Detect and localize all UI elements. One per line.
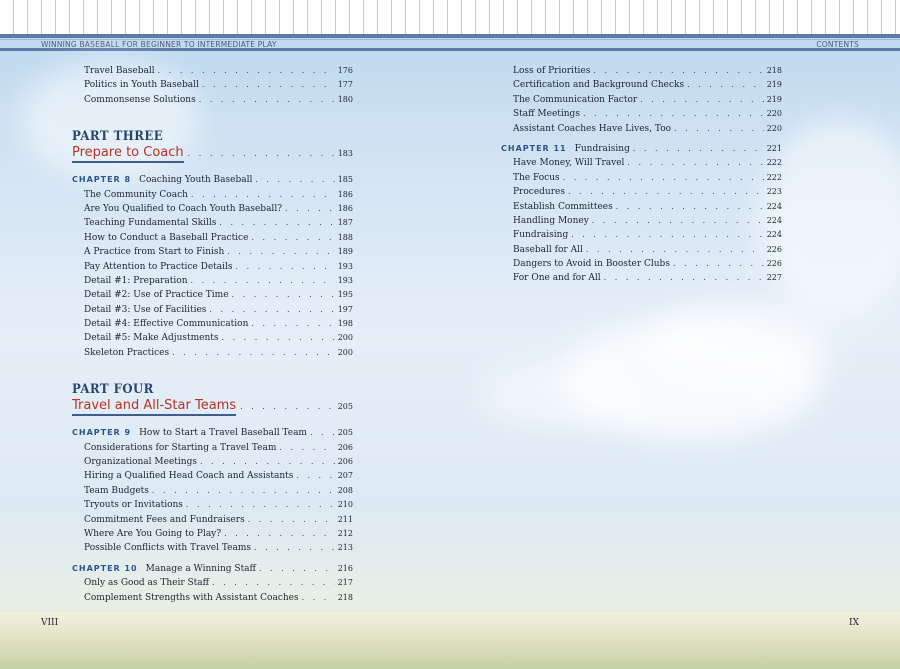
chapter-9-page: 205 <box>337 428 353 438</box>
toc-entry-page: 176 <box>337 66 353 75</box>
toc-entry-title: Commitment Fees and Fundraisers <box>84 514 245 525</box>
leader-dots <box>285 204 335 213</box>
toc-entry-page: 186 <box>337 203 353 213</box>
toc-entry-page: 198 <box>337 319 353 329</box>
part-four-title-row[interactable] <box>72 398 353 422</box>
toc-entry[interactable] <box>501 95 782 109</box>
toc-entry-title: Tryouts or Invitations <box>84 500 183 511</box>
toc-entry-page: 211 <box>337 514 353 524</box>
toc-entry[interactable] <box>501 187 782 201</box>
leader-dots <box>563 173 764 182</box>
toc-entry-page: 187 <box>337 218 353 228</box>
chapter-9-entries <box>72 443 353 558</box>
toc-entry[interactable] <box>72 276 353 290</box>
chapter-11-title: Fundraising <box>574 143 630 154</box>
toc-entry-title: Have Money, Will Travel <box>513 158 625 169</box>
toc-entry-page: 206 <box>337 457 353 467</box>
leader-dots <box>593 66 763 75</box>
toc-entry-page: 224 <box>766 201 782 211</box>
toc-entry-title: Team Budgets <box>84 485 149 496</box>
toc-entry[interactable] <box>72 204 353 218</box>
leader-dots <box>209 305 334 314</box>
toc-entry-page: 227 <box>766 273 782 283</box>
leader-dots <box>227 247 334 256</box>
toc-entry[interactable] <box>501 66 782 80</box>
leader-dots <box>627 158 763 167</box>
toc-entry[interactable] <box>72 500 353 514</box>
cloud-shape <box>650 300 830 390</box>
chapter-8-title: Coaching Youth Baseball <box>139 175 253 186</box>
toc-entry[interactable] <box>72 66 353 80</box>
toc-entry[interactable] <box>72 529 353 543</box>
toc-entry-page: 220 <box>766 109 782 119</box>
toc-entry-title: Hiring a Qualified Head Coach and Assistants <box>84 471 294 482</box>
toc-entry-page: 207 <box>337 471 353 481</box>
chapter-11-label: CHAPTER 11 <box>501 143 567 153</box>
chapter-10-entries <box>72 578 353 607</box>
chapter-9-label: CHAPTER 9 <box>72 428 132 438</box>
toc-entry[interactable] <box>72 593 353 607</box>
toc-entry-title: Detail #3: Use of Facilities <box>84 304 207 315</box>
leader-dots <box>251 319 334 328</box>
toc-entry-title: Organizational Meetings <box>84 457 197 468</box>
toc-entry-title: Baseball for All <box>513 244 583 255</box>
toc-entry[interactable] <box>72 262 353 276</box>
toc-entry[interactable] <box>501 173 782 187</box>
toc-entry-title: The Community Coach <box>84 189 188 200</box>
leader-dots <box>254 543 335 552</box>
page-number-left: VIII <box>41 618 59 628</box>
toc-entry-title: Establish Committees <box>513 201 613 212</box>
running-head-left: WINNING BASEBALL FOR BEGINNER TO INTERMEDIATE PLAY <box>41 40 277 49</box>
toc-entry-page: 223 <box>766 187 782 197</box>
toc-entry-page: 222 <box>766 172 782 182</box>
leader-dots <box>172 348 335 357</box>
toc-entry-title: Commonsense Solutions <box>84 94 196 105</box>
toc-entry-title: Detail #4: Effective Communication <box>84 319 249 330</box>
leader-dots <box>202 80 335 89</box>
toc-entry-title: Fundraising <box>513 230 569 241</box>
toc-entry[interactable] <box>72 80 353 94</box>
toc-entry-title: Assistant Coaches Have Lives, Too <box>513 123 672 134</box>
toc-entry-title: Are You Qualified to Coach Youth Baseball? <box>84 203 283 214</box>
leader-dots <box>236 262 335 271</box>
leader-dots <box>248 515 335 524</box>
toc-entry[interactable] <box>72 578 353 592</box>
toc-entry-title: The Communication Factor <box>513 94 638 105</box>
chapter-9-row[interactable] <box>72 428 353 442</box>
toc-entry-title: Detail #2: Use of Practice Time <box>84 290 229 301</box>
header-rule-thick <box>0 34 900 38</box>
toc-entry[interactable] <box>501 273 782 287</box>
leader-dots <box>251 233 334 242</box>
leader-dots <box>604 273 764 282</box>
toc-entry-title: For One and for All <box>513 273 601 284</box>
toc-intro-entries <box>72 66 353 109</box>
leader-dots <box>279 443 334 452</box>
toc-entry-title: Teaching Fundamental Skills <box>84 218 217 229</box>
toc-entry-page: 226 <box>766 244 782 254</box>
chapter-8-row[interactable] <box>72 175 353 189</box>
chapter-11-row[interactable] <box>501 144 782 158</box>
leader-dots <box>191 190 335 199</box>
toc-entry-page: 195 <box>337 290 353 300</box>
toc-entry-title: Where Are You Going to Play? <box>84 528 222 539</box>
toc-entry-page: 224 <box>766 230 782 240</box>
toc-entry-page: 206 <box>337 442 353 452</box>
toc-entry[interactable] <box>72 218 353 232</box>
chapter-10-label: CHAPTER 10 <box>72 563 138 573</box>
toc-entry-page: 217 <box>337 578 353 588</box>
page-number-right: IX <box>849 618 859 628</box>
chapter-10-page: 216 <box>337 563 353 573</box>
toc-entry-page: 218 <box>337 592 353 602</box>
toc-entry[interactable] <box>501 245 782 259</box>
toc-entry[interactable] <box>72 305 353 319</box>
toc-entry-page: 218 <box>766 66 782 75</box>
toc-entry-page: 210 <box>337 500 353 510</box>
toc-entry-title: Procedures <box>513 187 565 198</box>
toc-entry[interactable] <box>501 202 782 216</box>
toc-entry-title: Pay Attention to Practice Details <box>84 261 233 272</box>
toc-entry-title: Certification and Background Checks <box>513 80 685 91</box>
running-head-right: CONTENTS <box>816 40 859 49</box>
toc-entry-page: 193 <box>337 261 353 271</box>
ruled-top-strip <box>0 0 900 34</box>
toc-entry-page: 186 <box>337 189 353 199</box>
toc-entry-page: 180 <box>337 94 353 104</box>
leader-dots <box>571 230 764 239</box>
leader-dots <box>186 500 335 509</box>
leader-dots <box>674 124 764 133</box>
toc-entry-title: How to Conduct a Baseball Practice <box>84 232 249 243</box>
toc-entry-title: Complement Strengths with Assistant Coaches <box>84 592 299 603</box>
toc-entry-title: Handling Money <box>513 215 589 226</box>
leader-dots <box>200 457 335 466</box>
leader-dots <box>586 245 764 254</box>
toc-entry[interactable] <box>501 158 782 172</box>
leader-dots <box>191 276 335 285</box>
chapter-10-row[interactable] <box>72 564 353 578</box>
leader-dots <box>255 175 334 184</box>
part-four-title: Travel and All-Star Teams <box>72 398 236 416</box>
toc-entry-page: 200 <box>337 333 353 343</box>
chapter-8-page: 185 <box>337 175 353 185</box>
toc-entry-page: 224 <box>766 215 782 225</box>
leader-dots <box>222 333 335 342</box>
toc-entry[interactable] <box>72 190 353 204</box>
toc-entry[interactable] <box>501 124 782 138</box>
toc-entry-title: Dangers to Avoid in Booster Clubs <box>513 259 670 270</box>
toc-entry[interactable] <box>72 543 353 557</box>
toc-entry[interactable] <box>72 290 353 304</box>
toc-entry-title: The Focus <box>513 172 560 183</box>
chapter-11-page: 221 <box>766 143 782 153</box>
leader-dots <box>310 428 335 437</box>
toc-entry-page: 189 <box>337 247 353 257</box>
chapter-9-title: How to Start a Travel Baseball Team <box>139 428 307 439</box>
chapter-10-title: Manage a Winning Staff <box>145 563 256 574</box>
toc-entry[interactable] <box>501 216 782 230</box>
toc-entry[interactable] <box>72 471 353 485</box>
toc-entry-page: 220 <box>766 123 782 133</box>
toc-entry-page: 222 <box>766 158 782 168</box>
toc-entry[interactable] <box>72 457 353 471</box>
toc-entry-page: 200 <box>337 347 353 357</box>
toc-entry[interactable] <box>501 259 782 273</box>
chapter-8-entries <box>72 190 353 363</box>
chapter-11-entries <box>501 158 782 288</box>
leader-dots <box>219 218 334 227</box>
grass-field-background <box>0 612 900 669</box>
leader-dots <box>158 66 335 75</box>
toc-entry-page: 208 <box>337 485 353 495</box>
leader-dots <box>592 216 764 225</box>
leader-dots <box>152 486 335 495</box>
toc-entry[interactable] <box>72 348 353 362</box>
toc-entry-title: Detail #5: Make Adjustments <box>84 333 219 344</box>
toc-entry[interactable] <box>72 515 353 529</box>
toc-entry-page: 188 <box>337 232 353 242</box>
toc-entry-title: Possible Conflicts with Travel Teams <box>84 543 251 554</box>
toc-entry-title: Loss of Priorities <box>513 66 591 76</box>
toc-entry[interactable] <box>72 333 353 347</box>
leader-dots <box>616 202 764 211</box>
leader-dots <box>224 529 335 538</box>
leader-dots <box>583 109 764 118</box>
toc-entry-title: Travel Baseball <box>84 66 155 76</box>
leader-dots <box>232 290 335 299</box>
part-three-title-row[interactable] <box>72 145 353 169</box>
leader-dots <box>212 578 335 587</box>
toc-entry-page: 219 <box>766 94 782 104</box>
leader-dots <box>673 259 764 268</box>
leader-dots <box>296 471 334 480</box>
toc-right-column <box>501 66 782 288</box>
toc-left-column <box>72 66 353 607</box>
leader-dots <box>259 564 335 573</box>
toc-entry-page: 226 <box>766 259 782 269</box>
toc-entry[interactable] <box>72 233 353 247</box>
toc-entry[interactable] <box>72 486 353 500</box>
part-four-label: PART FOUR <box>72 382 154 398</box>
part-four-page: 205 <box>337 402 353 412</box>
toc-entry-page: 219 <box>766 80 782 90</box>
toc-entry-page: 213 <box>337 543 353 553</box>
cloud-shape <box>480 360 640 430</box>
toc-entry-page: 197 <box>337 304 353 314</box>
leader-dots <box>199 95 335 104</box>
toc-entry-title: Considerations for Starting a Travel Team <box>84 442 277 453</box>
leader-dots <box>633 144 764 153</box>
leader-dots <box>240 402 334 411</box>
toc-entry[interactable] <box>501 230 782 244</box>
toc-entry-title: Only as Good as Their Staff <box>84 578 210 589</box>
part-three-title: Prepare to Coach <box>72 145 184 163</box>
leader-dots <box>640 95 764 104</box>
leader-dots <box>188 149 334 158</box>
chapter-8-label: CHAPTER 8 <box>72 175 132 185</box>
toc-entry[interactable] <box>501 80 782 94</box>
toc-entry-page: 193 <box>337 275 353 285</box>
toc-entry-title: A Practice from Start to Finish <box>84 247 225 258</box>
toc-intro-entries <box>501 66 782 138</box>
toc-entry[interactable] <box>72 247 353 261</box>
toc-entry[interactable] <box>501 109 782 123</box>
toc-entry-page: 212 <box>337 528 353 538</box>
toc-entry-title: Politics in Youth Baseball <box>84 80 199 91</box>
toc-entry-title: Staff Meetings <box>513 109 580 120</box>
toc-entry[interactable] <box>72 319 353 333</box>
leader-dots <box>687 80 764 89</box>
part-three-page: 183 <box>337 149 353 159</box>
toc-entry-page: 177 <box>337 80 353 90</box>
toc-entry[interactable] <box>72 443 353 457</box>
leader-dots <box>568 187 764 196</box>
part-three-label: PART THREE <box>72 129 164 145</box>
toc-entry[interactable] <box>72 95 353 109</box>
toc-entry-title: Detail #1: Preparation <box>84 275 188 286</box>
toc-entry-title: Skeleton Practices <box>84 347 170 358</box>
leader-dots <box>302 593 335 602</box>
